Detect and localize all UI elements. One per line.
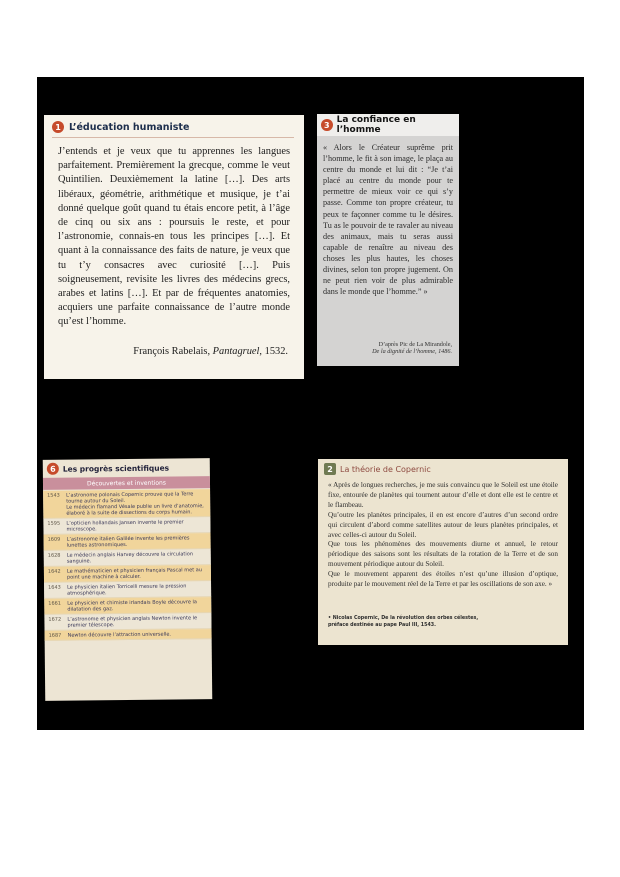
- row-year: 1595: [47, 520, 61, 527]
- row-event: Le médecin anglais Harvey découvre la circulation sanguine.: [66, 551, 194, 565]
- row-year: 1642: [47, 568, 61, 575]
- discoveries-table: [43, 489, 212, 641]
- table-row: [45, 629, 212, 641]
- source-author: François Rabelais,: [133, 346, 213, 357]
- table-row: [44, 581, 211, 599]
- card-header: [47, 462, 169, 475]
- row-event: L’astronome et physicien anglais Newton invente le premier télescope.: [67, 615, 198, 629]
- row-year: 1543: [47, 492, 60, 499]
- table-row: [43, 489, 210, 519]
- row-event: Le mathématicien et physicien français Pascal met au point une machine à calculer.: [66, 567, 203, 581]
- card-number-badge: 2: [324, 463, 336, 475]
- row-year: 1661: [48, 600, 62, 607]
- table-row: [44, 613, 211, 631]
- source-work: Pantagruel: [212, 346, 260, 357]
- card-number-badge: 3: [321, 119, 333, 131]
- row-year: 1628: [47, 552, 61, 559]
- row-year: 1672: [48, 616, 62, 623]
- card-title: L’éducation humaniste: [69, 121, 190, 133]
- table-row: [44, 549, 211, 567]
- card-header: [52, 121, 189, 133]
- quote-text: « Après de longues recherches, je me suis convaincu que le Soleil est une étoile fixe, entourée de planètes qui tournent autour d’elle et dont elle est le centre et le flambeau. Qu’outre les planètes principales, il en est encore d’autres d’un second ordre qui circulent d’abord comme satellites autour de leurs planètes principales, et avec celles-ci autour du Soleil. Que tous les phénomènes des mouvements diurne et annuel, le retour périodique des saisons sont les résultats de la rotation de la Terre et de son mouvement périodique autour du Soleil. Que le mouvement apparent des étoiles n’est qu’une illusion d’optique, produite par le mouvement réel de la Terre et par les oscillations de son axe. »: [328, 481, 558, 589]
- table-header: Découvertes et inventions: [43, 476, 210, 490]
- table-row: [44, 565, 211, 583]
- card-title: La confiance en l’homme: [336, 115, 416, 135]
- source-citation: [372, 341, 452, 356]
- divider: [52, 137, 294, 138]
- source-citation: [133, 346, 288, 357]
- card-title: La théorie de Copernic: [340, 464, 431, 474]
- card-header: [324, 463, 431, 475]
- card-education-humaniste: [44, 115, 304, 379]
- card-theorie-copernic: [318, 459, 568, 645]
- row-event: L’opticien hollandais Jansen invente le premier microscope.: [66, 519, 184, 533]
- table-row: [44, 533, 211, 551]
- table-row: [44, 597, 211, 615]
- card-title: Les progrès scientifiques: [62, 463, 170, 474]
- card-number-badge: 1: [52, 121, 64, 133]
- source-citation: [328, 616, 478, 630]
- card-number-badge: 6: [47, 463, 59, 475]
- row-event: Le physicien italien Torricelli mesure la pression atmosphérique.: [67, 583, 187, 597]
- row-year: 1609: [47, 536, 61, 543]
- row-event: L’astronome italien Galilée invente les premières lunettes astronomiques.: [66, 535, 190, 549]
- row-event: L’astronome polonais Copernic prouve que la Terre tourne autour du Soleil. Le médecin flamand Vésale publie un livre d’anatomie, élaboré à la suite de dissections du corps humain.: [66, 491, 204, 517]
- table-row: [43, 517, 210, 535]
- quote-text: J’entends et je veux que tu apprennes les langues parfaitement. Premièrement la grecque, comme le veut Quintilien. Deuxièmement la latine […]. Des arts libéraux, géométrie, arithmétique et musique, je t’ai donné quelque goût quand tu étais encore petit, à l’âge de cinq ou six ans : poursuis le reste, et pour l’astronomie, connais-en tous les principes […]. Et quant à la connaissance des faits de nature, je veux que tu t’y consacres avec curiosité […]. Puis soigneusement, revisite les livres des médecins grecs, arabes et latins […]. Et par de fréquentes anatomies, acquiers une parfaite connaissance de l’autre monde qu’est l’homme.: [58, 146, 290, 328]
- row-event: Le physicien et chimiste irlandais Boyle découvre la dilatation des gaz.: [67, 599, 197, 613]
- source-work: De la dignité de l’homme, 1486.: [372, 348, 452, 356]
- card-confiance-homme: [317, 114, 459, 366]
- row-year: 1643: [48, 584, 61, 591]
- source-year: , 1532.: [259, 346, 288, 357]
- row-year: 1687: [48, 632, 62, 639]
- row-event: Newton découvre l’attraction universelle.: [67, 631, 172, 639]
- source-author: D’après Pic de La Mirandole,: [378, 341, 452, 348]
- source-detail: préface destinée au pape Paul III, 1543.: [328, 622, 436, 628]
- quote-text: « Alors le Créateur suprême prit l’homme, le fit à son image, le plaça au centre du monde et lui dit : “Je t’ai placé au centre du monde pour te permettre de mieux voir ce qui s’y passe. Comme ton propre créateur, tu peux te façonner comme tu le désires. Tu as le pouvoir de te ravaler au niveau des animaux, mais tu seras aussi capable de renaître au niveau des choses les plus hautes, les choses divines, selon ton propre jugement. On ne peut rien voir de plus admirable dans le monde que l’homme.” »: [323, 143, 453, 297]
- source-author: • Nicolas Copernic, De la révolution des orbes célestes,: [328, 616, 479, 621]
- card-progres-scientifiques: [43, 458, 213, 701]
- card-header: [317, 114, 459, 136]
